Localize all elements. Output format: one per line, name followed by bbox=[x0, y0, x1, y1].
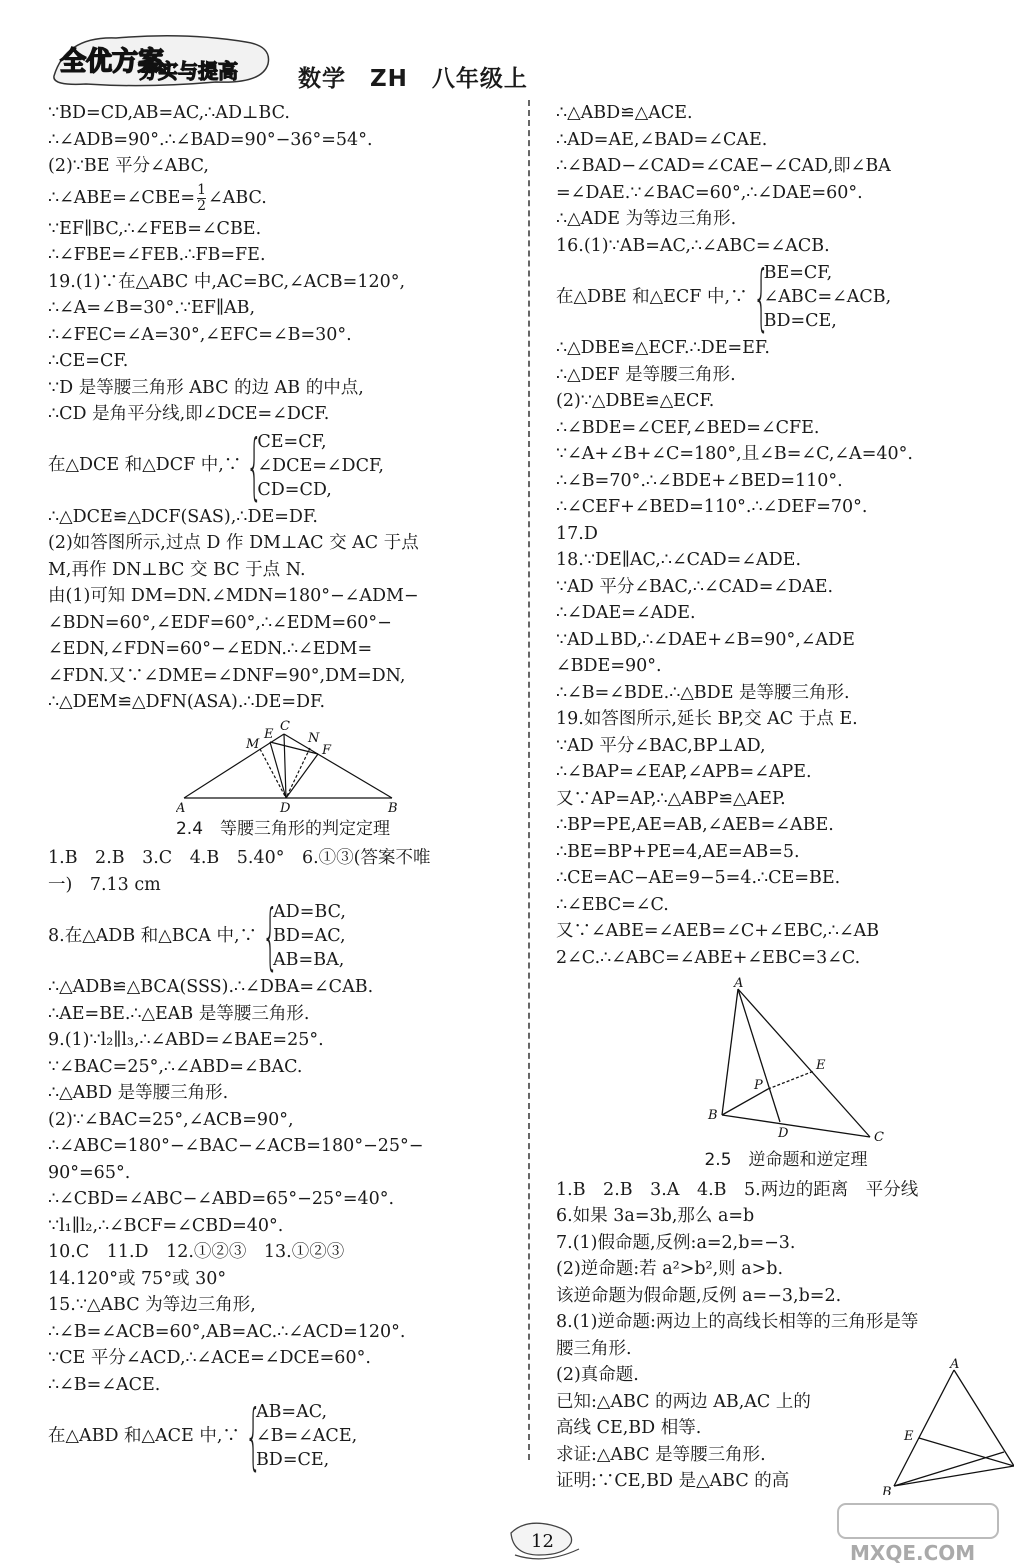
text-line: 一) 7.13 cm bbox=[48, 874, 161, 895]
text-line: ∴∠ABC=180°−∠BAC−∠ACB=180°−25°− bbox=[48, 1136, 424, 1156]
text-line: BD=CE, bbox=[255, 1450, 330, 1470]
text-line: ∴△ABD≌△ACE. bbox=[556, 103, 693, 123]
text-line: ∵∠BAC=25°,∴∠ABD=∠BAC. bbox=[48, 1056, 303, 1077]
label-n: N bbox=[308, 730, 320, 746]
text-line: ∴BP=PE,AE=AB,∠AEB=∠ABE. bbox=[556, 815, 834, 835]
label-a: A bbox=[176, 800, 186, 812]
text-line: ∴△DEM≌△DFN(ASA).∴DE=DF. bbox=[48, 692, 326, 712]
text-line: (2)∵BE 平分∠ABC, bbox=[48, 156, 209, 176]
text-line: 19.(1)∵在△ABC 中,AC=BC,∠ACB=120°, bbox=[48, 271, 406, 292]
text-line: ∴∠BAP=∠EAP,∠APB=∠APE. bbox=[556, 762, 812, 782]
fraction bbox=[197, 183, 206, 214]
text-line: 该逆命题为假命题,反例 a=−3,b=2. bbox=[556, 1285, 842, 1306]
logo-text-sub: 夯实与提高 bbox=[138, 59, 238, 83]
text-line: 由(1)可知 DM=DN.∠MDN=180°−∠ADM− bbox=[48, 586, 419, 606]
text-line: ∵AD 平分∠BAC,BP⊥AD, bbox=[556, 735, 766, 756]
text-line: ∴△DCE≌△DCF(SAS),∴DE=DF. bbox=[48, 506, 318, 527]
text-line: 高线 CE,BD 相等. bbox=[556, 1418, 702, 1438]
text-line: AB=BA, bbox=[273, 950, 345, 970]
subject-title: 数学 ZH 八年级上 bbox=[298, 66, 528, 92]
text-line: ∴BE=BP+PE=4,AE=AB=5. bbox=[556, 841, 800, 862]
text-line: M,再作 DN⊥BC 交 BC 于点 N. bbox=[48, 559, 306, 580]
label-c: C bbox=[874, 1130, 884, 1143]
text-line: 证明:∵CE,BD 是△ABC 的高 bbox=[556, 1471, 790, 1491]
text-line: CE=CF, bbox=[257, 431, 327, 452]
text-line: ∠DCE=∠DCF, bbox=[257, 455, 384, 476]
text-line: ∵l₁∥l₂,∴∠BCF=∠CBD=40°. bbox=[48, 1215, 284, 1236]
text-span: ∠ABC. bbox=[208, 187, 267, 208]
fraction-denominator: 2 bbox=[197, 197, 207, 214]
text-line: 又∵∠ABE=∠AEB=∠C+∠EBC,∴∠AB bbox=[556, 921, 880, 941]
geometry-figure-triangle-abc bbox=[176, 720, 416, 812]
text-line: 90°=65°. bbox=[48, 1162, 131, 1183]
text-line: BE=CF, bbox=[763, 263, 833, 283]
label-d: D bbox=[280, 800, 291, 812]
label-e: E bbox=[264, 726, 274, 742]
label-e: E bbox=[904, 1429, 914, 1444]
label-p: P bbox=[754, 1078, 763, 1093]
text-line: (2)∵△DBE≌△ECF. bbox=[556, 391, 715, 411]
brace-system bbox=[48, 894, 518, 978]
text-line: ∠BDE=90°. bbox=[556, 656, 662, 676]
text-line: 1.B 2.B 3.C 4.B 5.40° 6.①③(答案不唯 bbox=[48, 848, 431, 868]
text-line: (2)真命题. bbox=[556, 1365, 639, 1385]
label-a: A bbox=[734, 976, 744, 991]
text-line: 又∵AP=AP,∴△ABP≌△AEP. bbox=[556, 788, 786, 809]
label-m: M bbox=[246, 736, 260, 752]
text-line: ∴AD=AE,∠BAD=∠CAE. bbox=[556, 129, 768, 150]
proof-block bbox=[556, 1357, 1016, 1496]
text-line: ∴∠BAD−∠CAD=∠CAE−∠CAD,即∠BA bbox=[556, 156, 891, 176]
text-line: ∴∠B=∠BDE.∴△BDE 是等腰三角形. bbox=[556, 682, 850, 703]
brace-icon: { bbox=[245, 1394, 262, 1478]
text-line: ∵AD⊥BD,∴∠DAE+∠B=90°,∠ADE bbox=[556, 629, 855, 650]
text-line: ∠FDN.又∵∠DME=∠DNF=90°,DM=DN, bbox=[48, 665, 406, 686]
brace-lines bbox=[256, 1400, 357, 1472]
text-line: ∴∠DAE=∠ADE. bbox=[556, 603, 696, 623]
brace-icon: { bbox=[246, 423, 263, 508]
text-line: ∴CE=CF. bbox=[48, 351, 129, 371]
text-line: ∴△ADE 为等边三角形. bbox=[556, 209, 737, 229]
text-span: 在△DCE 和△DCF 中,∵ bbox=[48, 455, 242, 476]
brand-logo bbox=[46, 28, 276, 88]
page-number-badge bbox=[505, 1515, 585, 1565]
text-line: ∠ABC=∠ACB, bbox=[763, 287, 892, 307]
watermark-logo bbox=[832, 1500, 1012, 1564]
text-line: ∵EF∥BC,∴∠FEB=∠CBE. bbox=[48, 218, 262, 239]
text-line: 腰三角形. bbox=[556, 1338, 632, 1359]
column-divider bbox=[528, 100, 530, 1460]
text-line: ∴∠BDE=∠CEF,∠BED=∠CFE. bbox=[556, 417, 820, 438]
text-line: ∴△ABD 是等腰三角形. bbox=[48, 1083, 229, 1103]
text-line: ∴∠FEC=∠A=30°,∠EFC=∠B=30°. bbox=[48, 324, 352, 345]
text-line: ∴△DBE≌△ECF.∴DE=EF. bbox=[556, 338, 770, 358]
label-c: C bbox=[280, 719, 290, 734]
label-e: E bbox=[816, 1058, 826, 1073]
brace-system bbox=[48, 1394, 518, 1478]
text-line: ∴∠B=∠ACB=60°,AB=AC.∴∠ACD=120°. bbox=[48, 1321, 406, 1342]
text-line: ∵D 是等腰三角形 ABC 的边 AB 的中点, bbox=[48, 377, 364, 398]
brace-lines bbox=[273, 900, 346, 972]
page-number: 12 bbox=[531, 1531, 554, 1552]
label-b: B bbox=[708, 1108, 718, 1123]
page-header bbox=[40, 28, 580, 94]
text-span: ∴∠ABE=∠CBE= bbox=[48, 187, 196, 208]
text-line: ∴AE=BE.∴△EAB 是等腰三角形. bbox=[48, 1003, 310, 1024]
label-a: A bbox=[950, 1357, 960, 1372]
brace-system bbox=[556, 255, 1016, 339]
right-column bbox=[556, 100, 1016, 1495]
text-line: 9.(1)∵l₂∥l₃,∴∠ABD=∠BAE=25°. bbox=[48, 1030, 324, 1050]
text-line: ∠B=∠ACE, bbox=[255, 1426, 358, 1446]
label-d: D bbox=[778, 1126, 789, 1141]
text-line: (2)逆命题:若 a²>b²,则 a>b. bbox=[556, 1259, 784, 1279]
text-line: ∴CE=AC−AE=9−5=4.∴CE=BE. bbox=[556, 868, 841, 888]
logo-text-main: 全优方案 bbox=[60, 47, 165, 77]
section-heading: 2.4 等腰三角形的判定定理 bbox=[175, 818, 391, 839]
text-line: 14.120°或 75°或 30° bbox=[48, 1268, 227, 1289]
text-line: 8.(1)逆命题:两边上的高线长相等的三角形是等 bbox=[556, 1312, 919, 1332]
text-line: ∴CD 是角平分线,即∠DCE=∠DCF. bbox=[48, 404, 330, 424]
text-line: BD=AC, bbox=[273, 926, 346, 946]
text-span: 8.在△ADB 和△BCA 中,∵ bbox=[48, 925, 258, 946]
text-line: 7.(1)假命题,反例:a=2,b=−3. bbox=[556, 1232, 796, 1253]
text-line: ∠BDN=60°,∠EDF=60°,∴∠EDM=60°− bbox=[48, 612, 392, 633]
text-line: ∵CE 平分∠ACD,∴∠ACE=∠DCE=60°. bbox=[48, 1348, 371, 1368]
geometry-figure-isosceles bbox=[874, 1356, 1014, 1495]
text-line: ∴∠ADB=90°.∴∠BAD=90°−36°=54°. bbox=[48, 129, 373, 150]
text-line bbox=[48, 180, 518, 216]
text-line: 6.如果 3a=3b,那么 a=b bbox=[556, 1206, 755, 1226]
text-line: ∴∠A=∠B=30°.∵EF∥AB, bbox=[48, 298, 256, 318]
text-line: 18.∵DE∥AC,∴∠CAD=∠ADE. bbox=[556, 550, 802, 570]
text-line: 15.∵△ABC 为等边三角形, bbox=[48, 1295, 256, 1315]
text-line: ∴∠B=70°.∴∠BDE+∠BED=110°. bbox=[556, 470, 843, 491]
label-b: B bbox=[882, 1485, 892, 1496]
text-span: 在△DBE 和△ECF 中,∵ bbox=[556, 286, 748, 307]
brace-lines bbox=[764, 261, 892, 333]
text-line: ∴∠FBE=∠FEB.∴FB=FE. bbox=[48, 245, 266, 265]
fraction-numerator: 1 bbox=[197, 181, 207, 198]
text-line: 19.如答图所示,延长 BP,交 AC 于点 E. bbox=[556, 709, 858, 729]
brace-icon: { bbox=[752, 255, 769, 339]
text-line: ∴∠CBD=∠ABC−∠ABD=65°−25°=40°. bbox=[48, 1189, 395, 1209]
text-line: 17.D bbox=[556, 523, 598, 544]
brace-system bbox=[48, 423, 518, 508]
text-line: AD=BC, bbox=[273, 902, 346, 922]
text-line: ∵AD 平分∠BAC,∴∠CAD=∠DAE. bbox=[556, 576, 834, 597]
text-line: (2)∵∠BAC=25°,∠ACB=90°, bbox=[48, 1109, 294, 1130]
text-line: (2)如答图所示,过点 D 作 DM⊥AC 交 AC 于点 bbox=[48, 533, 419, 553]
text-line: ∴∠B=∠ACE. bbox=[48, 1374, 161, 1395]
text-line: 2∠C.∴∠ABC=∠ABE+∠EBC=3∠C. bbox=[556, 947, 861, 968]
text-line: ∴∠EBC=∠C. bbox=[556, 894, 669, 915]
text-line: ∴∠CEF+∠BED=110°.∴∠DEF=70°. bbox=[556, 497, 868, 517]
text-line: =∠DAE.∵∠BAC=60°,∴∠DAE=60°. bbox=[556, 182, 863, 203]
text-line: 16.(1)∵AB=AC,∴∠ABC=∠ACB. bbox=[556, 235, 830, 256]
text-line: 已知:△ABC 的两边 AB,AC 上的 bbox=[556, 1391, 811, 1412]
text-line: 求证:△ABC 是等腰三角形. bbox=[556, 1444, 766, 1465]
text-line: ∴△ADB≌△BCA(SSS).∴∠DBA=∠CAB. bbox=[48, 977, 374, 997]
text-line: AB=AC, bbox=[255, 1402, 328, 1422]
text-span: 在△ABD 和△ACE 中,∵ bbox=[48, 1425, 240, 1446]
text-line: ∵∠A+∠B+∠C=180°,且∠B=∠C,∠A=40°. bbox=[556, 444, 913, 464]
text-line: ∵BD=CD,AB=AC,∴AD⊥BC. bbox=[48, 103, 290, 123]
section-heading: 2.5 逆命题和逆定理 bbox=[704, 1150, 868, 1170]
text-line: ∴△DEF 是等腰三角形. bbox=[556, 364, 736, 385]
brace-lines bbox=[257, 430, 384, 502]
text-line: BD=CE, bbox=[763, 311, 837, 331]
text-line: 10.C 11.D 12.①②③ 13.①②③ bbox=[48, 1242, 345, 1262]
label-b: B bbox=[388, 800, 398, 812]
text-line: 1.B 2.B 3.A 4.B 5.两边的距离 平分线 bbox=[556, 1179, 919, 1200]
watermark-text: MXQE.COM bbox=[850, 1541, 976, 1564]
left-column bbox=[48, 100, 518, 1478]
label-f: F bbox=[322, 742, 332, 758]
geometry-figure-triangle-abc-2 bbox=[702, 975, 892, 1143]
text-line: ∠EDN,∠FDN=60°−∠EDN.∴∠EDM= bbox=[48, 639, 373, 659]
text-line: CD=CD, bbox=[257, 479, 332, 500]
brace-icon: { bbox=[262, 894, 279, 978]
